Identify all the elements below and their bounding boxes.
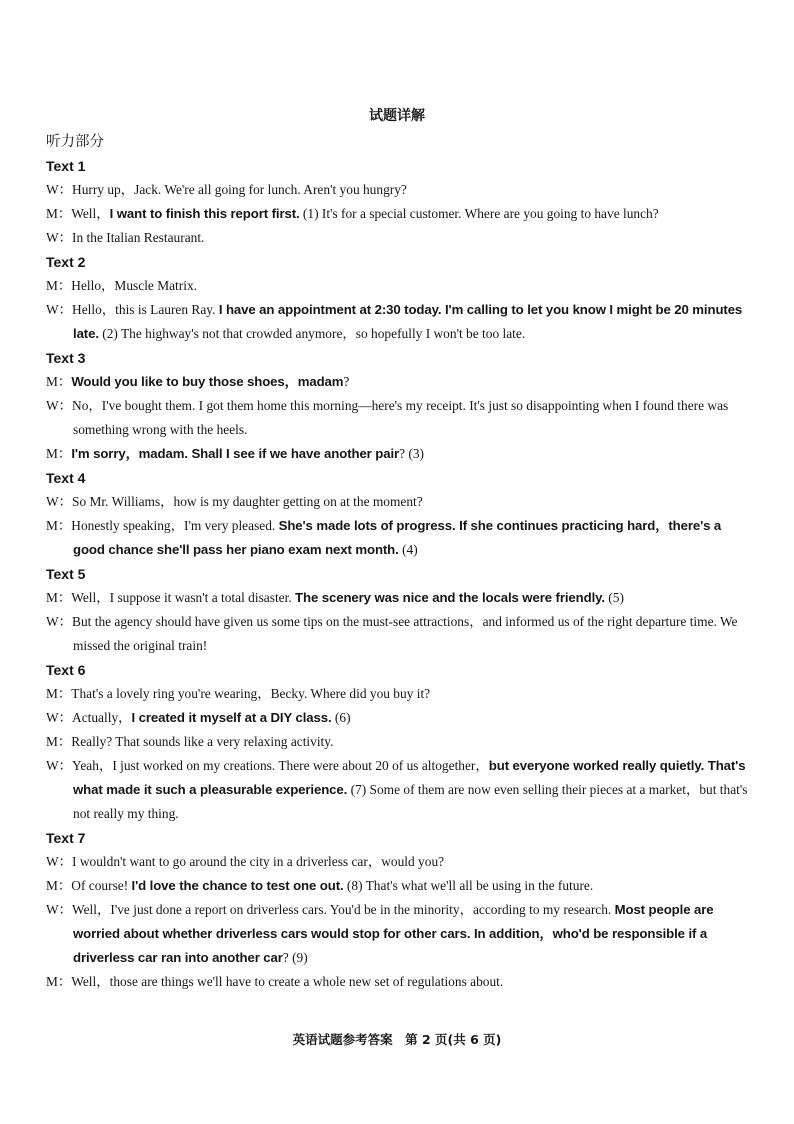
dialogue-line xyxy=(46,682,750,706)
dialogue-text: M：That's a lovely ring you're wearing，Becky. Where did you buy it? xyxy=(46,686,431,701)
dialogue-text: (2) The highway's not that crowded anymore，so hopefully I won't be too late. xyxy=(98,326,526,341)
dialogue-text: ? xyxy=(343,374,350,389)
dialogue-text: W：Yeah，I just worked on my creations. There were about 20 of us altogether， xyxy=(46,758,489,773)
dialogue-text: M： xyxy=(46,374,72,389)
page-footer: 英语试题参考答案 第 2 页(共 6 页) xyxy=(292,1032,502,1047)
section-heading: 听力部分 xyxy=(46,134,104,150)
text-heading: Text 7 xyxy=(46,830,86,846)
dialogue-line xyxy=(46,610,750,658)
answer-highlight: Would you like to buy those shoes，madam xyxy=(71,374,344,389)
dialogue-text: W：Hurry up，Jack. We're all going for lunch. Aren't you hungry? xyxy=(46,182,407,197)
text-block xyxy=(46,250,750,346)
dialogue-text: W：I wouldn't want to go around the city in a driverless car，would you? xyxy=(46,854,445,869)
answer-highlight: I'd love the chance to test one out. xyxy=(131,878,344,893)
dialogue-text: (4) xyxy=(398,542,418,557)
dialogue-text: W：So Mr. Williams，how is my daughter getting on at the moment? xyxy=(46,494,423,509)
text-block xyxy=(46,154,750,250)
dialogue-text: (7) Some of them are now even selling their pieces at a market，but that's not really my thing. xyxy=(73,782,748,821)
text-block xyxy=(46,658,750,826)
answer-highlight: I want to finish this report first. xyxy=(109,206,300,221)
dialogue-line xyxy=(46,586,750,610)
transcript-content xyxy=(46,154,750,994)
dialogue-text: W：Hello，this is Lauren Ray. xyxy=(46,302,219,317)
dialogue-text: (5) xyxy=(604,590,624,605)
dialogue-line xyxy=(46,298,750,346)
text-block xyxy=(46,466,750,562)
text-heading: Text 3 xyxy=(46,350,86,366)
page-title: 试题详解 xyxy=(369,108,425,124)
dialogue-text: M：Honestly speaking，I'm very pleased. xyxy=(46,518,279,533)
dialogue-line xyxy=(46,394,750,442)
text-block xyxy=(46,346,750,466)
dialogue-text: M：Well，those are things we'll have to create a whole new set of regulations about. xyxy=(46,974,504,989)
dialogue-line xyxy=(46,706,750,730)
dialogue-text: W：Actually， xyxy=(46,710,132,725)
dialogue-text: ? (3) xyxy=(399,446,424,461)
dialogue-line xyxy=(46,178,750,202)
dialogue-line xyxy=(46,274,750,298)
answer-highlight: She's made lots of progress. If she continues practicing hard，there's a good chance she'll pass her piano exam next month. xyxy=(73,518,722,557)
text-heading: Text 6 xyxy=(46,662,86,678)
dialogue-text: M：Really? That sounds like a very relaxing activity. xyxy=(46,734,334,749)
dialogue-text: (1) It's for a special customer. Where are you going to have lunch? xyxy=(299,206,659,221)
dialogue-text: M：Of course! xyxy=(46,878,132,893)
dialogue-text: ? (9) xyxy=(282,950,308,965)
dialogue-text: W：But the agency should have given us some tips on the must-see attractions，and informed us of the right departure time. We missed the original train! xyxy=(46,614,738,653)
dialogue-text: M：Hello，Muscle Matrix. xyxy=(46,278,197,293)
answer-highlight: I have an appointment at 2:30 today. I'm calling to let you know I might be 20 minutes late. xyxy=(73,302,743,341)
text-heading: Text 2 xyxy=(46,254,86,270)
answer-highlight: but everyone worked really quietly. That's what made it such a pleasurable experience. xyxy=(73,758,746,797)
answer-highlight: I created it myself at a DIY class. xyxy=(131,710,332,725)
dialogue-text: (8) That's what we'll all be using in the future. xyxy=(343,878,594,893)
dialogue-line xyxy=(46,490,750,514)
answer-highlight: I'm sorry，madam. Shall I see if we have another pair xyxy=(71,446,400,461)
dialogue-text: W：Well，I've just done a report on driverless cars. You'd be in the minority，according to my research. xyxy=(46,902,615,917)
dialogue-line xyxy=(46,850,750,874)
dialogue-line xyxy=(46,442,750,466)
dialogue-line xyxy=(46,226,750,250)
text-block xyxy=(46,562,750,658)
answer-highlight: The scenery was nice and the locals were friendly. xyxy=(295,590,605,605)
dialogue-text: M：Well，I suppose it wasn't a total disaster. xyxy=(46,590,296,605)
text-block xyxy=(46,826,750,994)
dialogue-line xyxy=(46,514,750,562)
dialogue-line xyxy=(46,874,750,898)
dialogue-text: (6) xyxy=(331,710,351,725)
text-heading: Text 1 xyxy=(46,158,86,174)
dialogue-text: M：Well， xyxy=(46,206,110,221)
dialogue-text: W：No，I've bought them. I got them home this morning—here's my receipt. It's just so disappointing when I found there was something wrong with the heels. xyxy=(46,398,729,437)
dialogue-line xyxy=(46,202,750,226)
answer-highlight: Most people are worried about whether driverless cars would stop for other cars. In addition，who'd be responsible if a driverless car ran into another car xyxy=(73,902,714,965)
dialogue-line xyxy=(46,370,750,394)
text-heading: Text 5 xyxy=(46,566,86,582)
dialogue-text: M： xyxy=(46,446,72,461)
dialogue-line xyxy=(46,970,750,994)
dialogue-line xyxy=(46,898,750,970)
dialogue-text: W：In the Italian Restaurant. xyxy=(46,230,205,245)
dialogue-line xyxy=(46,754,750,826)
text-heading: Text 4 xyxy=(46,470,86,486)
dialogue-line xyxy=(46,730,750,754)
